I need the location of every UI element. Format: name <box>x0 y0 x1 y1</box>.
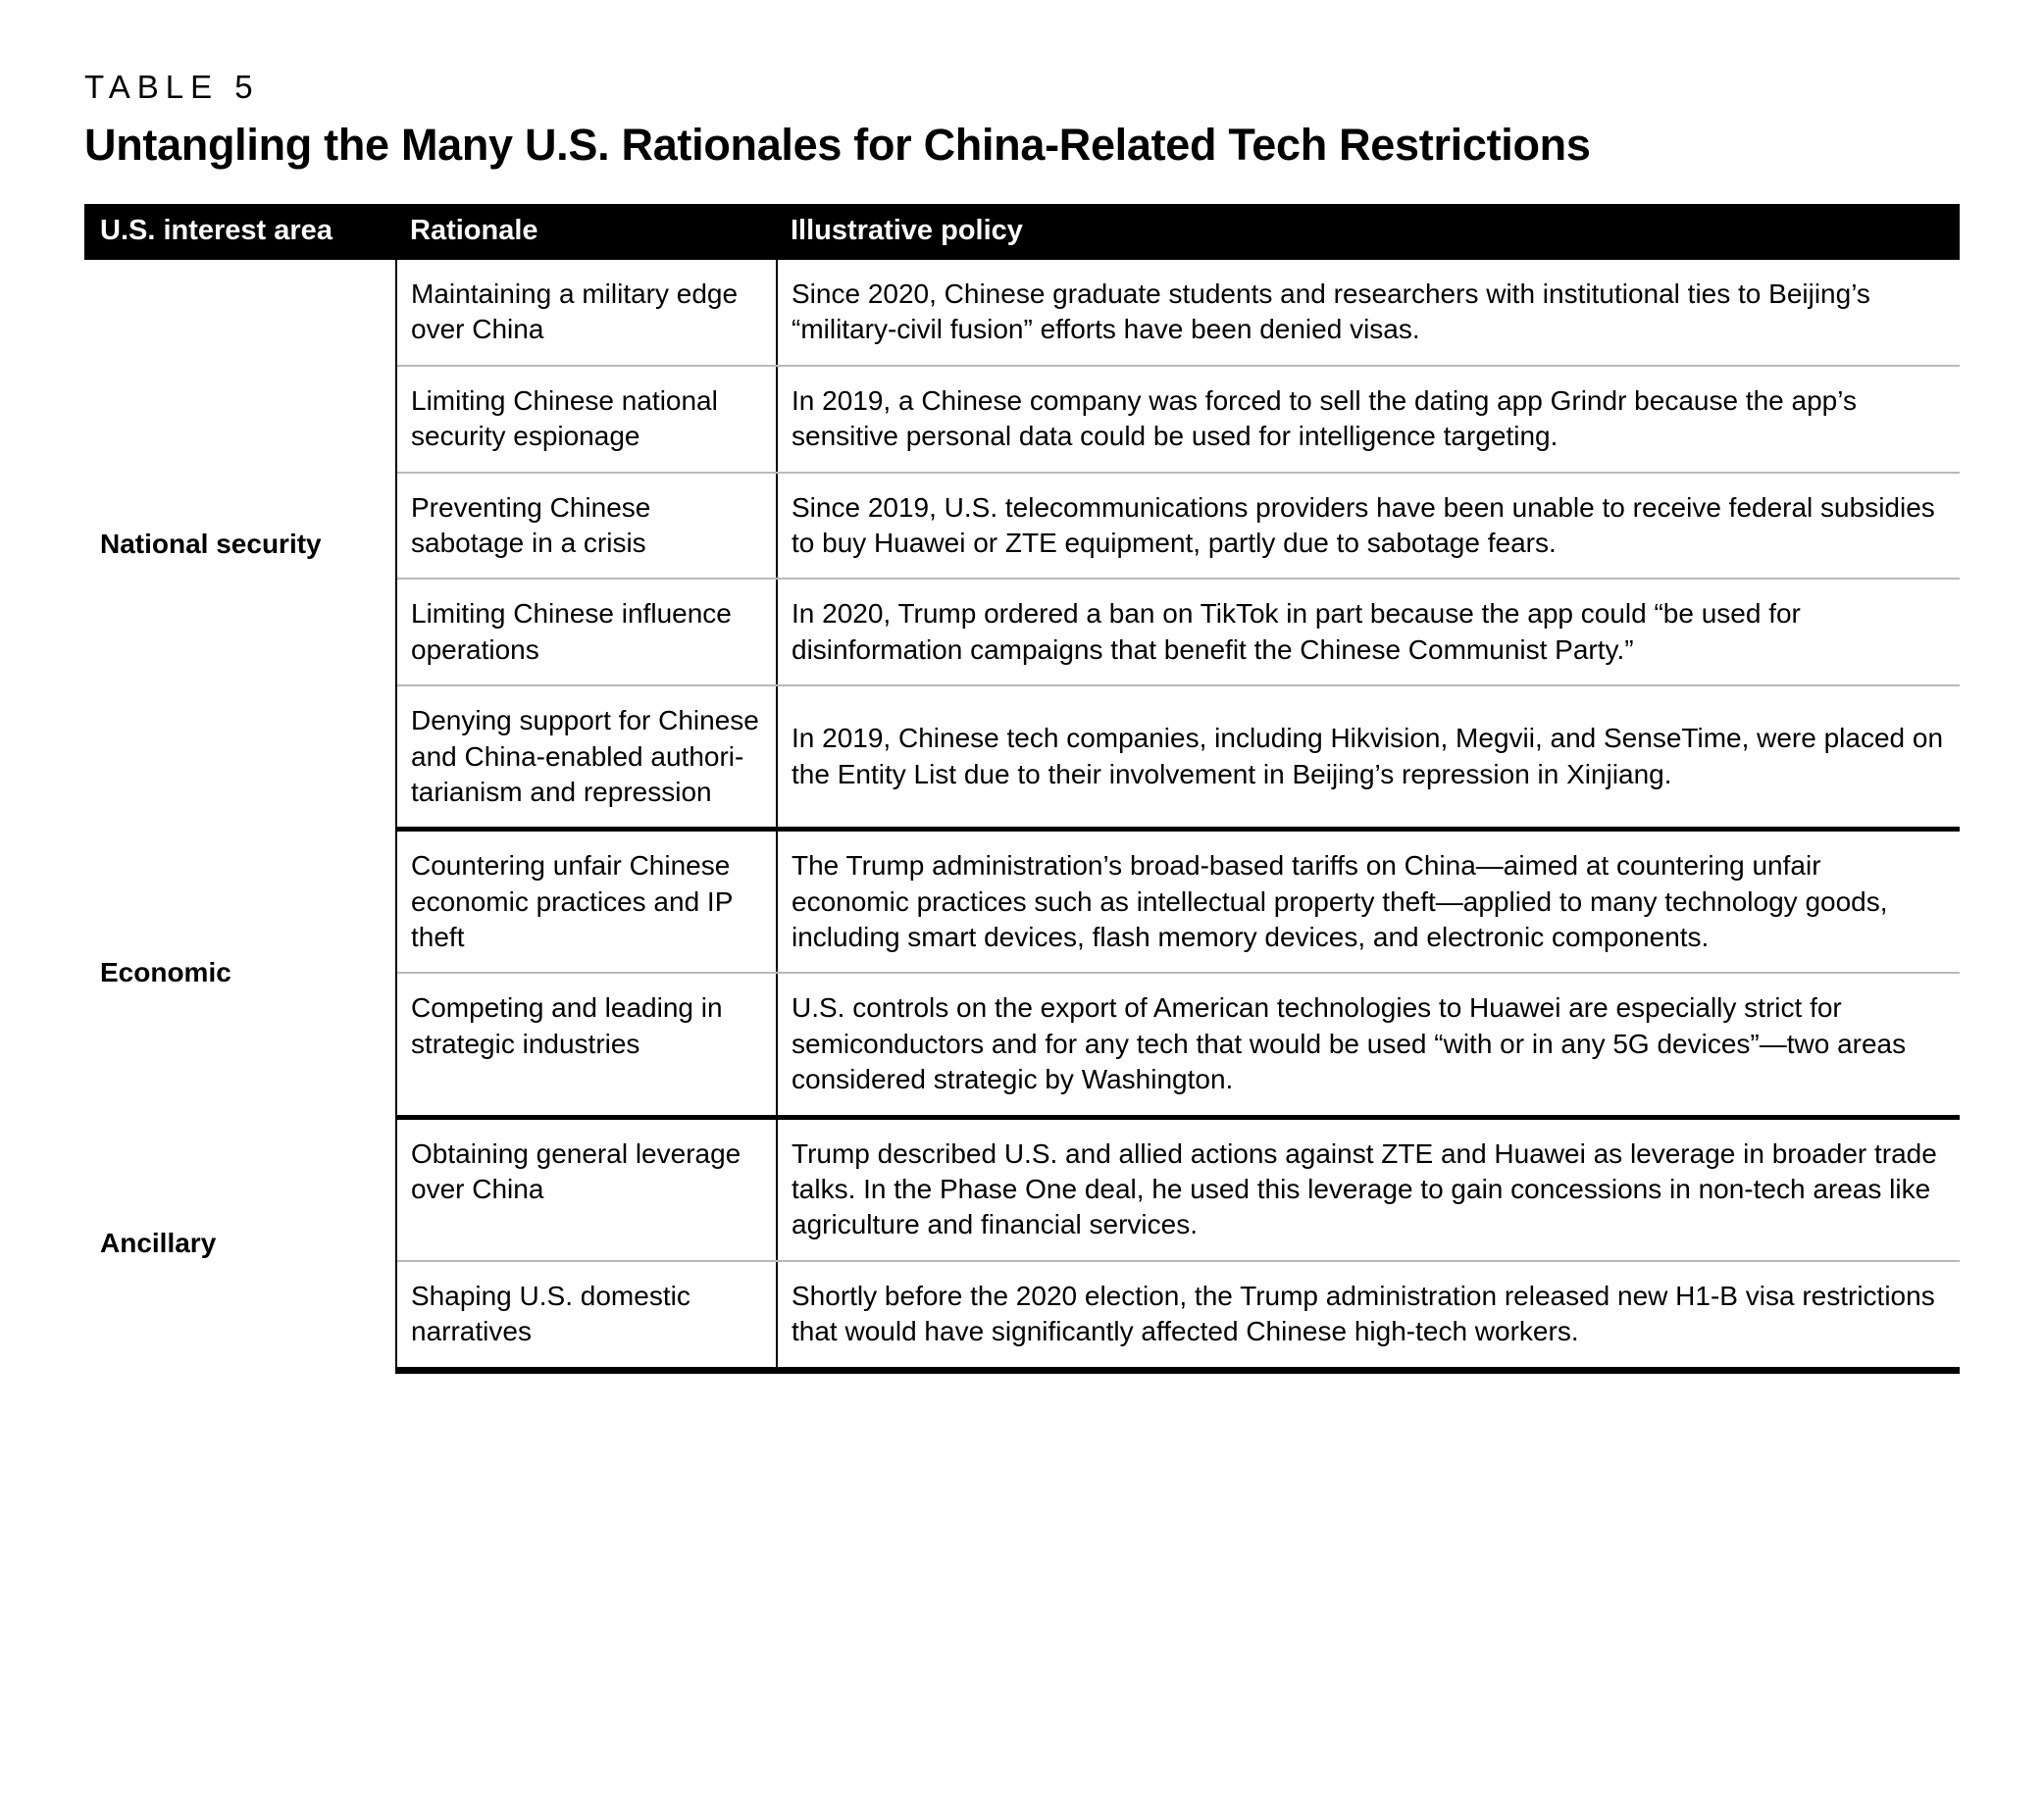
table-number-label: TABLE 5 <box>84 69 260 105</box>
policy-cell: Trump described U.S. and allied actions against ZTE and Huawei as leverage in broader trade talks. In the Phase One deal, he used this leverage to gain concessions in non-tech areas like agriculture and financial services. <box>777 1117 1960 1261</box>
table-header <box>84 204 1960 260</box>
rationale-cell: Maintaining a military edge over China <box>396 260 777 366</box>
table-row <box>84 260 1960 366</box>
group-label-ancillary: Ancillary <box>84 1117 396 1370</box>
policy-cell: Since 2019, U.S. telecommunications providers have been unable to receive federal subsidies to buy Huawei or ZTE equipment, partly due to sabotage fears. <box>777 473 1960 580</box>
rationale-cell: Countering unfair Chinese economic practices and IP theft <box>396 830 777 974</box>
policy-cell: Shortly before the 2020 election, the Trump administration released new H1-B visa restrictions that would have significantly affected Chinese high-tech workers. <box>777 1261 1960 1370</box>
policy-cell: U.S. controls on the export of American technologies to Huawei are especially strict for semiconductors and for any tech that would be used “with or in any 5G devices”—two areas considered strategic by Washington. <box>777 973 1960 1117</box>
policy-cell: In 2020, Trump ordered a ban on TikTok in part because the app could “be used for disinformation campaigns that benefit the Chinese Communist Party.” <box>777 579 1960 685</box>
table-row <box>84 830 1960 974</box>
policy-cell: In 2019, a Chinese company was forced to sell the dating app Grindr because the app’s sensitive personal data could be used for intelligence targeting. <box>777 366 1960 473</box>
rationale-cell: Preventing Chinese sabotage in a crisis <box>396 473 777 580</box>
group-label-economic: Economic <box>84 830 396 1117</box>
group-label-national-security: National security <box>84 260 396 830</box>
page-title: Untangling the Many U.S. Rationales for China-Related Tech Restrictions <box>84 120 1591 170</box>
table-header-row <box>84 204 1960 260</box>
table-row <box>84 1117 1960 1261</box>
rationale-cell: Competing and leading in strategic industries <box>396 973 777 1117</box>
column-header-illustrative-policy: Illustrative policy <box>777 204 1960 260</box>
table-body <box>84 260 1960 1370</box>
rationale-cell: Limiting Chinese influence operations <box>396 579 777 685</box>
column-header-rationale: Rationale <box>396 204 777 260</box>
rationale-cell: Denying support for Chinese and China-enabled authori-tarianism and repression <box>396 685 777 830</box>
rationale-cell: Shaping U.S. domestic narratives <box>396 1261 777 1370</box>
policy-cell: Since 2020, Chinese graduate students and researchers with institutional ties to Beijing’s “military-civil fusion” efforts have been denied visas. <box>777 260 1960 366</box>
policy-cell: The Trump administration’s broad-based tariffs on China—aimed at countering unfair economic practices such as intellectual property theft—applied to many technology goods, including smart devices, flash memory devices, and electronic components. <box>777 830 1960 974</box>
policy-cell: In 2019, Chinese tech companies, including Hikvision, Megvii, and SenseTime, were placed on the Entity List due to their involvement in Beijing’s repression in Xinjiang. <box>777 685 1960 830</box>
rationales-table <box>84 204 1960 1374</box>
rationale-cell: Obtaining general leverage over China <box>396 1117 777 1261</box>
rationale-cell: Limiting Chinese national security espionage <box>396 366 777 473</box>
column-header-interest-area: U.S. interest area <box>84 204 396 260</box>
